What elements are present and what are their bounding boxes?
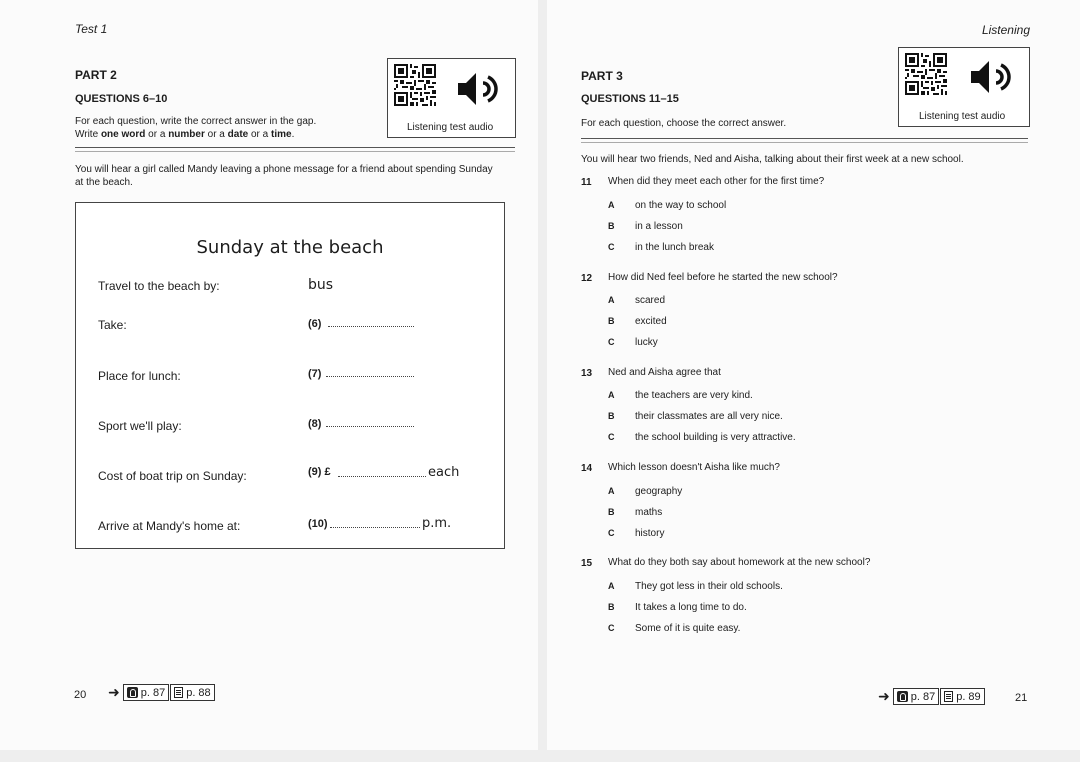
option-letter[interactable]: B [608, 316, 615, 326]
option-text[interactable]: history [635, 528, 665, 539]
qr-code-icon[interactable] [905, 53, 947, 95]
gap-number-7: (7) [308, 368, 322, 380]
question-number: 12 [581, 273, 593, 284]
option-text[interactable]: excited [635, 316, 667, 327]
audio-box[interactable] [898, 47, 1030, 127]
option-letter[interactable]: A [608, 486, 615, 496]
document-icon [944, 691, 953, 702]
option-text[interactable]: the teachers are very kind. [635, 390, 753, 401]
answer-gap-10[interactable] [330, 527, 420, 528]
option-letter[interactable]: C [608, 528, 615, 538]
option-letter[interactable]: A [608, 390, 615, 400]
option-letter[interactable]: A [608, 200, 615, 210]
document-icon [174, 687, 183, 698]
question-text: How did Ned feel before he started the new school? [608, 272, 838, 283]
option-text[interactable]: It takes a long time to do. [635, 602, 747, 613]
option-text[interactable]: in a lesson [635, 221, 683, 232]
question-text: Ned and Aisha agree that [608, 367, 721, 378]
option-letter[interactable]: A [608, 581, 615, 591]
gap-number-6: (6) [308, 318, 322, 330]
divider-thin [581, 142, 1028, 143]
row-label-travel: Travel to the beach by: [98, 279, 220, 293]
answer-key-link[interactable]: p. 88 [170, 684, 214, 701]
option-letter[interactable]: B [608, 507, 615, 517]
audio-script-link[interactable]: p. 87 [123, 684, 169, 701]
answer-bus: bus [308, 277, 334, 293]
option-text[interactable]: in the lunch break [635, 242, 714, 253]
divider-thin [75, 151, 515, 152]
instruction: For each question, choose the correct answer. [581, 118, 787, 129]
part-title: PART 3 [581, 69, 623, 83]
question-number: 15 [581, 558, 593, 569]
intro: You will hear two friends, Ned and Aisha, talking about their first week at a new school. [581, 154, 964, 165]
option-letter[interactable]: C [608, 432, 615, 442]
test-header: Test 1 [75, 22, 108, 36]
option-text[interactable]: Some of it is quite easy. [635, 623, 741, 634]
instruction-2: Write one word or a number or a date or a time. [75, 129, 295, 140]
option-letter[interactable]: C [608, 242, 615, 252]
option-text[interactable]: scared [635, 295, 666, 306]
answer-key-link[interactable]: p. 89 [940, 688, 984, 705]
divider [581, 138, 1028, 139]
intro-line-2: at the beach. [75, 177, 133, 188]
right-page [547, 0, 1080, 750]
suffix-each: each [428, 465, 460, 480]
audio-script-link[interactable]: p. 87 [893, 688, 939, 705]
option-text[interactable]: on the way to school [635, 200, 727, 211]
intro-line-1: You will hear a girl called Mandy leaving a phone message for a friend about spending Sunday [75, 164, 493, 175]
answer-gap-8[interactable] [326, 426, 414, 427]
row-label-sport: Sport we'll play: [98, 419, 182, 433]
speaker-icon[interactable] [456, 71, 504, 107]
option-text[interactable]: maths [635, 507, 663, 518]
option-letter[interactable]: A [608, 295, 615, 305]
arrow-icon: ➜ [108, 684, 120, 700]
questions-range: QUESTIONS 11–15 [581, 93, 679, 105]
speaker-icon[interactable] [969, 59, 1017, 95]
answer-gap-9[interactable] [338, 476, 426, 477]
row-label-take: Take: [98, 318, 127, 332]
question-number: 14 [581, 463, 593, 474]
suffix-pm: p.m. [422, 516, 452, 531]
option-text[interactable]: lucky [635, 337, 658, 348]
divider [75, 147, 515, 148]
option-letter[interactable]: B [608, 411, 615, 421]
row-label-arrive: Arrive at Mandy's home at: [98, 519, 241, 533]
answer-gap-6[interactable] [328, 326, 414, 327]
page-references [108, 684, 215, 701]
question-number: 11 [581, 177, 592, 188]
option-letter[interactable]: B [608, 221, 615, 231]
gap-number-10: (10) [308, 518, 328, 530]
option-letter[interactable]: C [608, 623, 615, 633]
row-label-cost: Cost of boat trip on Sunday: [98, 469, 247, 483]
option-text[interactable]: their classmates are all very nice. [635, 411, 783, 422]
option-text[interactable]: geography [635, 486, 683, 497]
gap-number-9: (9) £ [308, 466, 331, 478]
page-references [878, 688, 985, 705]
audio-box[interactable] [387, 58, 516, 138]
gap-number-8: (8) [308, 418, 322, 430]
option-letter[interactable]: B [608, 602, 615, 612]
audio-script-icon [127, 687, 138, 698]
qr-code-icon[interactable] [394, 64, 436, 106]
form-title: Sunday at the beach [196, 237, 384, 258]
section-header: Listening [981, 23, 1030, 37]
question-text: Which lesson doesn't Aisha like much? [608, 462, 780, 473]
instruction: For each question, write the correct answer in the gap. [75, 116, 317, 127]
question-text: When did they meet each other for the first time? [608, 176, 825, 187]
answer-gap-7[interactable] [326, 376, 414, 377]
row-label-lunch: Place for lunch: [98, 369, 181, 383]
question-number: 13 [581, 368, 593, 379]
part-title: PART 2 [75, 68, 117, 82]
page-number: 21 [1015, 692, 1028, 704]
option-text[interactable]: the school building is very attractive. [635, 432, 796, 443]
audio-script-icon [897, 691, 908, 702]
questions-range: QUESTIONS 6–10 [75, 93, 168, 105]
left-page [0, 0, 538, 750]
option-text[interactable]: They got less in their old schools. [635, 581, 783, 592]
page-number: 20 [74, 689, 87, 701]
notes-form [75, 202, 505, 549]
question-text: What do they both say about homework at the new school? [608, 557, 871, 568]
option-letter[interactable]: C [608, 337, 615, 347]
arrow-icon: ➜ [878, 688, 890, 704]
audio-label: Listening test audio [919, 111, 1006, 122]
audio-label: Listening test audio [407, 122, 494, 133]
